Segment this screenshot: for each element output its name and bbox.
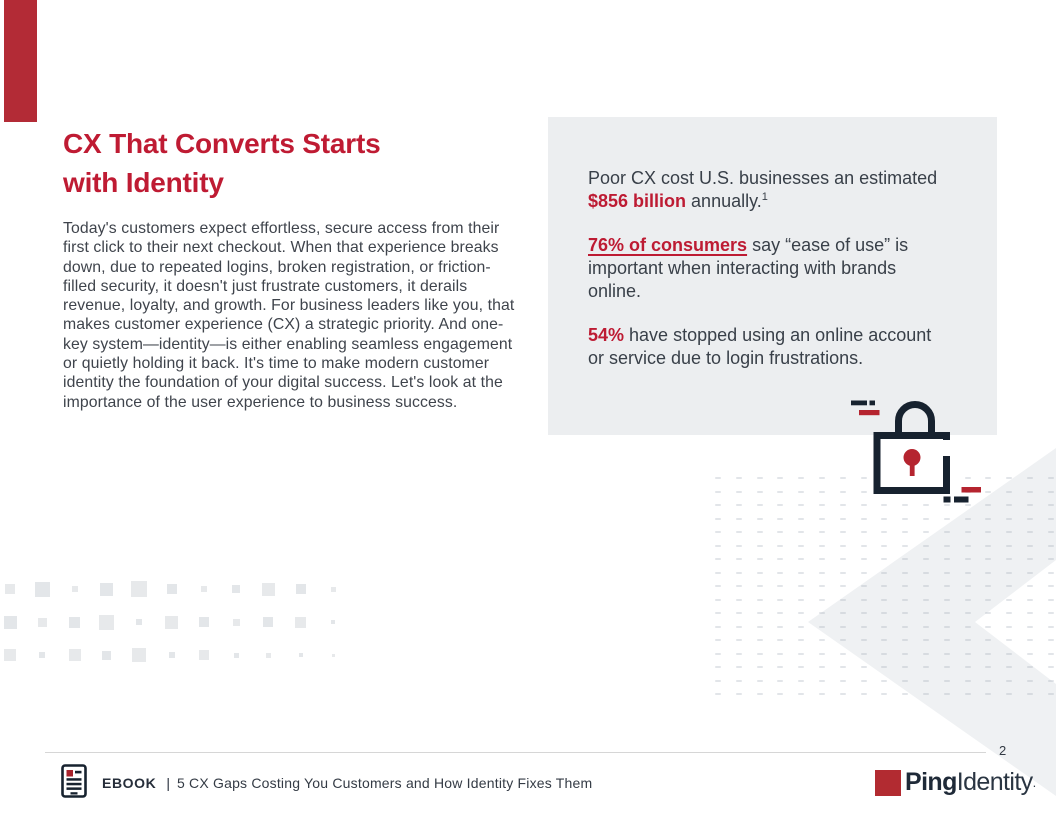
doc-title: 5 CX Gaps Costing You Customers and How Identity Fixes Them	[176, 775, 593, 791]
stat-stopped-text: have stopped using an online account or service due to login frustrations.	[588, 325, 932, 368]
accent-bar	[4, 0, 37, 122]
stat-cost-highlight: $856 billion	[588, 191, 687, 211]
page-title-line2: with Identity	[63, 167, 224, 198]
doc-type-label: EBOOK	[102, 775, 157, 791]
ebook-icon	[61, 764, 87, 798]
stats-panel	[548, 117, 997, 435]
footer-caption	[102, 774, 592, 792]
stat-ease-of-use-text: say “ease of use” is important when interacting with brands online.	[588, 235, 909, 301]
brand-name-bold: Ping	[905, 768, 957, 796]
brand-suffix: .	[1032, 775, 1037, 790]
page-number: 2	[999, 743, 1007, 758]
stat-stopped-highlight: 54%	[588, 325, 625, 345]
stat-cost-text: Poor CX cost U.S. businesses an estimated	[588, 168, 938, 188]
stat-cost	[588, 167, 944, 213]
ping-identity-logo	[875, 769, 1036, 796]
consumers-link[interactable]: 76% of consumers	[588, 235, 748, 255]
footer-divider	[45, 752, 986, 753]
page-title	[63, 124, 380, 202]
intro-paragraph: Today's customers expect effortless, secure access from their first click to their next checkout. When that experience breaks down, due to repeated logins, broken registration, or friction-filled security, it doesn't just frustrate customers, it derails revenue, loyalty, and growth. For business leaders like you, that makes customer experience (CX) a strategic priority. And one-key system—identity—is either enabling seamless engagement or quietly holding it back. It's time to make modern customer identity the foundation of your digital success. Let's look at the importance of the user experience to business success.	[63, 220, 515, 411]
footer-separator: |	[166, 775, 170, 791]
stat-stopped-using	[588, 324, 944, 370]
ping-logo-mark	[875, 770, 901, 796]
stat-cost-tail: annually.	[686, 191, 762, 211]
page-title-line1: CX That Converts Starts	[63, 128, 381, 159]
lock-icon	[840, 392, 990, 512]
brand-name-regular: Identity	[956, 768, 1033, 796]
footnote-marker: 1	[761, 191, 768, 203]
stat-ease-of-use	[588, 234, 944, 303]
